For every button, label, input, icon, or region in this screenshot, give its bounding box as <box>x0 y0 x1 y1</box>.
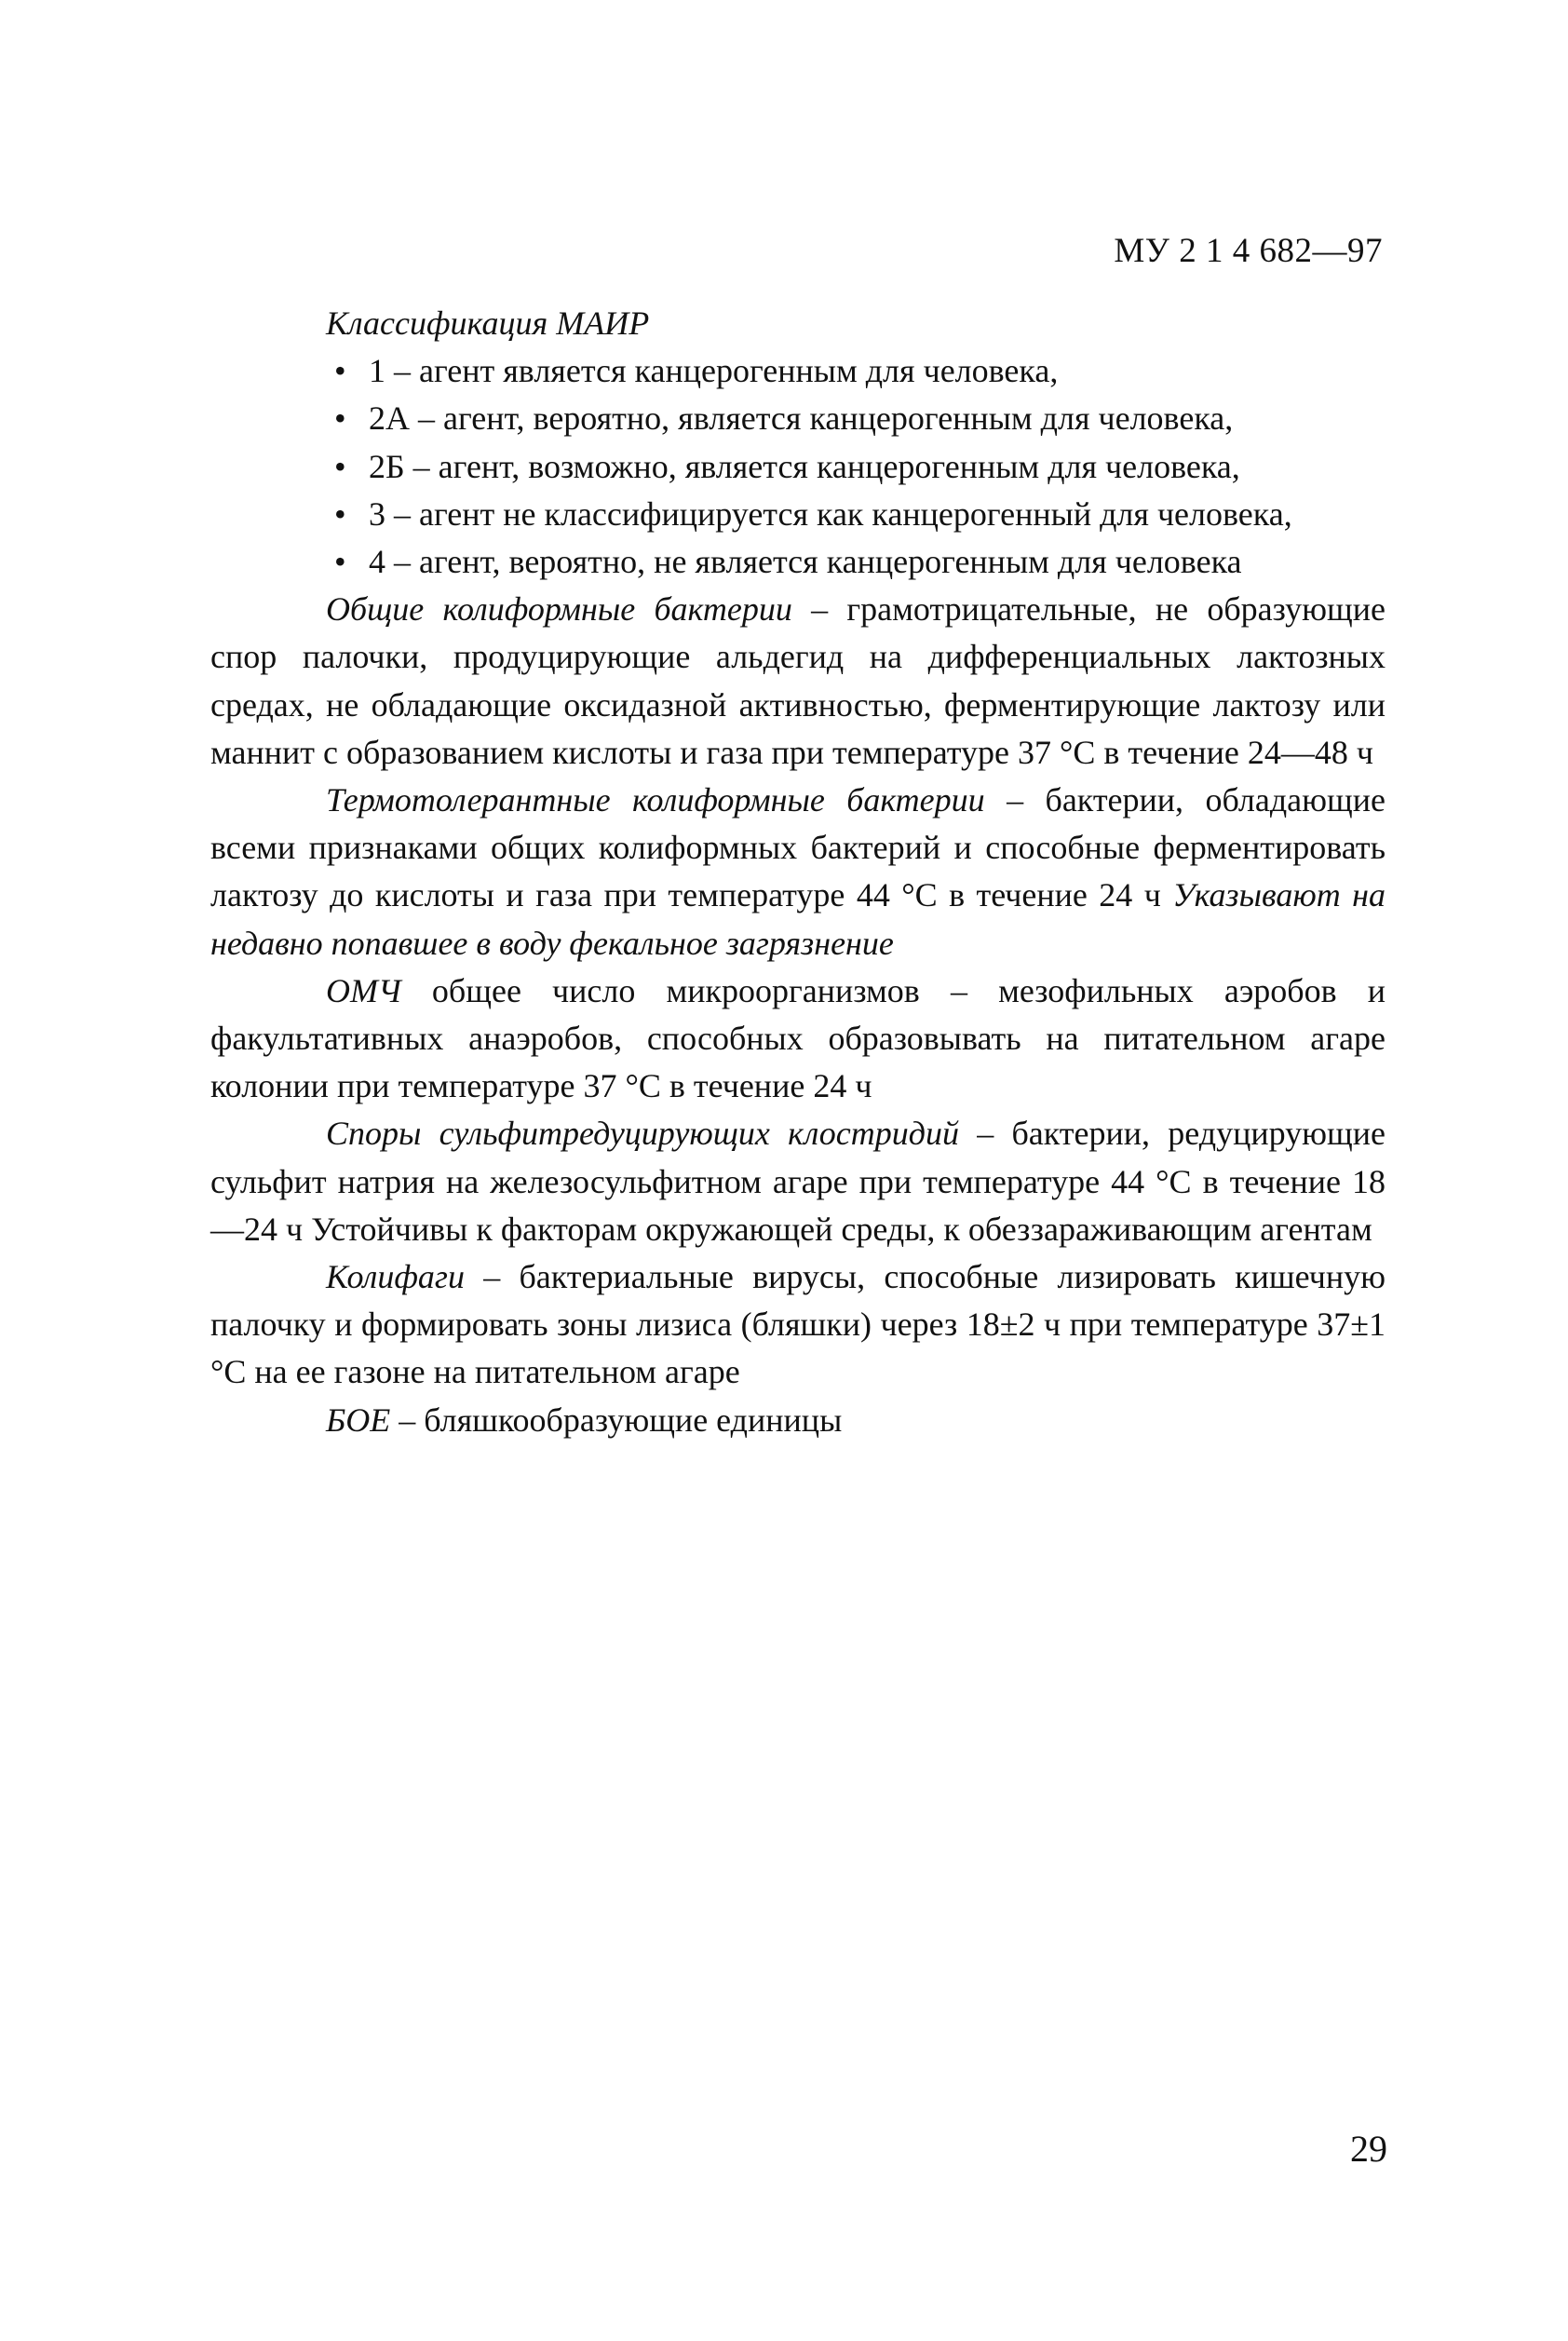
classification-item-text: 3 – агент не классифицируется как канцерогенный для человека, <box>369 494 1292 533</box>
bullet-icon: • <box>334 399 346 438</box>
definition-term: Колифаги <box>326 1258 465 1296</box>
definition-text: – бактерии, обладающие всеми признаками общих колиформных бактерий и способные ферментировать лактозу до кислоты и газа при температуре 44 °С в течение 24 ч <box>210 781 1386 914</box>
bullet-icon: • <box>334 494 346 533</box>
definition-term: Споры сульфитредуцирующих клостридий <box>326 1115 959 1153</box>
definition-total-coliforms <box>210 586 1386 777</box>
definition-term: Общие колиформные бактерии <box>326 590 792 629</box>
list-item <box>210 538 1386 586</box>
definition-term: Термотолерантные колиформные бактерии <box>326 781 985 819</box>
definition-text: – бактериальные вирусы, способные лизировать кишечную палочку и формировать зоны лизиса (бляшки) через 18±2 ч при температуре 37±1 °С на ее газоне на питательном агаре <box>210 1258 1386 1391</box>
classification-item-text: 2А – агент, вероятно, является канцерогенным для человека, <box>369 399 1234 438</box>
definition-text: – бактерии, редуцирующие сульфит натрия на железосульфитном агаре при температуре 44 °С в течение 18—24 ч Устойчивы к факторам окружающей среды, к обеззараживающим агентам <box>210 1115 1386 1248</box>
definition-omch <box>210 968 1386 1111</box>
classification-title: Классификация МАИР <box>326 304 650 342</box>
definition-text: общее число микроорганизмов – мезофильных аэробов и факультативных анаэробов, способных образовывать на питательном агаре колонии при температуре 37 °С в течение 24 ч <box>210 971 1386 1105</box>
definition-term: ОМЧ <box>326 971 401 1009</box>
definition-text: – грамотрицательные, не образующие спор палочки, продуцирующие альдегид на дифференциальных лактозных средах, не обладающие оксидазной активностью, ферментирующие лактозу или маннит с образованием кислоты и газа при температуре 37 °С в течение 24—48 ч <box>210 590 1386 771</box>
list-item <box>210 395 1386 442</box>
definition-boe <box>210 1397 1386 1444</box>
bullet-icon: • <box>334 447 346 485</box>
classification-list <box>210 347 1386 586</box>
definition-coliphages <box>210 1253 1386 1397</box>
bullet-icon: • <box>334 352 346 390</box>
classification-item-text: 2Б – агент, возможно, является канцерогенным для человека, <box>369 447 1240 485</box>
document-code: МУ 2 1 4 682—97 <box>1114 232 1383 270</box>
list-item <box>210 491 1386 538</box>
classification-item-text: 1 – агент является канцерогенным для человека, <box>369 352 1059 390</box>
definition-thermotolerant-coliforms <box>210 777 1386 968</box>
definition-clostridia-spores <box>210 1110 1386 1253</box>
bullet-icon: • <box>334 543 346 581</box>
definition-text: – бляшкообразующие единицы <box>390 1401 843 1439</box>
list-item <box>210 443 1386 491</box>
definition-term: БОЕ <box>326 1401 391 1439</box>
page-number: 29 <box>1350 2128 1387 2170</box>
definition-note: Указывают на недавно попавшее в воду фекальное загрязнение <box>210 876 1386 962</box>
classification-item-text: 4 – агент, вероятно, не является канцерогенным для человека <box>369 543 1242 581</box>
page-content <box>210 300 1386 1444</box>
list-item <box>210 347 1386 395</box>
